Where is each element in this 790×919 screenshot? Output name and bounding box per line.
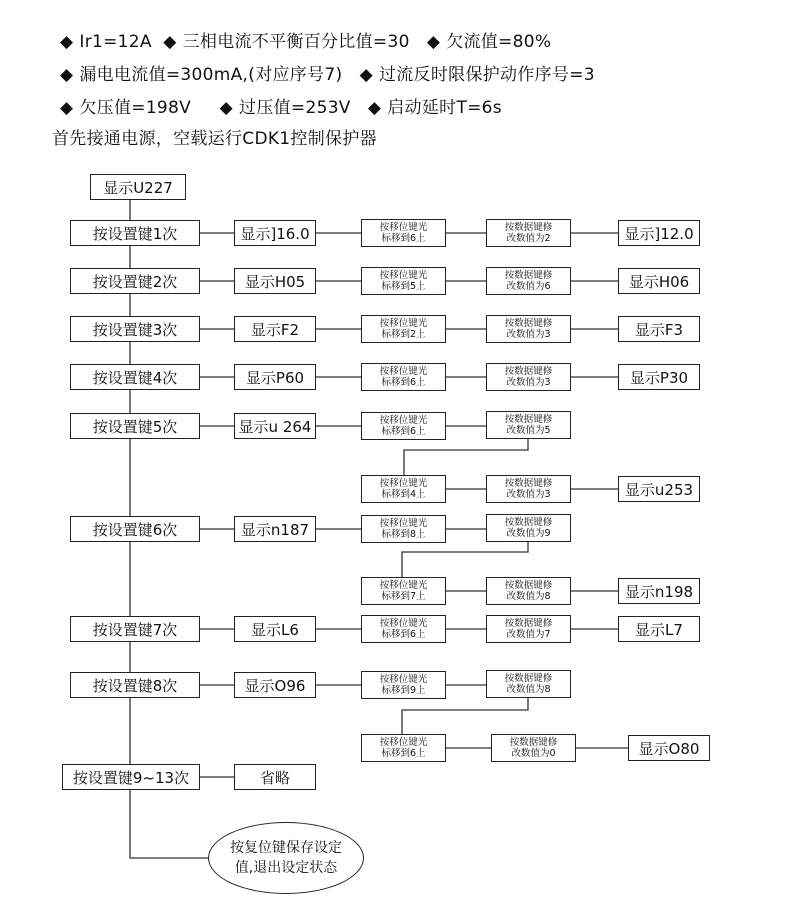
result-3-box: 显示F3 <box>618 316 700 342</box>
start-display-box: 显示U227 <box>90 174 186 200</box>
key-press-2-box: 按设置键2次 <box>70 268 200 294</box>
bullet-diamond-icon: ◆ <box>426 32 441 52</box>
bullet-diamond-icon: ◆ <box>367 98 382 118</box>
param-leakage: 漏电电流值=300mA,(对应序号7) <box>79 65 343 85</box>
shift-step-5a: 按移位键光 标移到6上 <box>361 412 446 440</box>
param-undervoltage: 欠压值=198V <box>79 98 192 118</box>
shift-step-2a: 按移位键光 标移到5上 <box>361 267 446 295</box>
result-6-box: 显示n198 <box>618 578 700 604</box>
intro-text: 首先接通电源，空载运行CDK1控制保护器 <box>52 129 377 149</box>
save-exit-ellipse: 按复位键保存设定 值,退出设定状态 <box>208 822 364 894</box>
result-7-box: 显示L7 <box>618 616 700 642</box>
data-step-5b: 按数据键修 改数值为3 <box>486 475 571 503</box>
display-3-box: 显示F2 <box>234 316 316 342</box>
display-4-box: 显示P60 <box>234 364 316 390</box>
data-step-6a: 按数据键修 改数值为9 <box>486 514 571 542</box>
data-step-8a: 按数据键修 改数值为8 <box>486 670 571 698</box>
key-press-7-box: 按设置键7次 <box>70 616 200 642</box>
bullet-diamond-icon: ◆ <box>219 98 234 118</box>
display-5-box: 显示u 264 <box>234 413 316 439</box>
shift-step-8a: 按移位键光 标移到9上 <box>361 671 446 699</box>
key-press-9-13-box: 按设置键9~13次 <box>62 764 200 790</box>
omit-box: 省略 <box>234 764 316 790</box>
param-ir1: Ir1=12A <box>79 32 152 52</box>
data-step-5a: 按数据键修 改数值为5 <box>486 411 571 439</box>
display-6-box: 显示n187 <box>234 516 316 542</box>
result-8-box: 显示O80 <box>628 735 710 761</box>
shift-step-8b: 按移位键光 标移到6上 <box>361 734 446 762</box>
shift-step-5b: 按移位键光 标移到4上 <box>361 475 446 503</box>
display-2-box: 显示H05 <box>234 268 316 294</box>
data-step-8b: 按数据键修 改数值为0 <box>491 734 576 762</box>
data-step-4a: 按数据键修 改数值为3 <box>486 363 571 391</box>
key-press-5-box: 按设置键5次 <box>70 413 200 439</box>
display-1-box: 显示]16.0 <box>234 220 316 246</box>
result-5-box: 显示u253 <box>618 476 700 502</box>
data-step-6b: 按数据键修 改数值为8 <box>486 577 571 605</box>
param-undercurrent: 欠流值=80% <box>446 32 552 52</box>
shift-step-3a: 按移位键光 标移到2上 <box>361 315 446 343</box>
shift-step-6a: 按移位键光 标移到8上 <box>361 515 446 543</box>
bullet-diamond-icon: ◆ <box>60 65 74 85</box>
key-press-6-box: 按设置键6次 <box>70 516 200 542</box>
param-overvoltage: 过压值=253V <box>239 98 351 118</box>
param-start-delay: 启动延时T=6s <box>387 98 502 118</box>
result-2-box: 显示H06 <box>618 268 700 294</box>
display-7-box: 显示L6 <box>234 616 316 642</box>
data-step-1a: 按数据键修 改数值为2 <box>486 219 571 247</box>
data-step-2a: 按数据键修 改数值为6 <box>486 267 571 295</box>
key-press-1-box: 按设置键1次 <box>70 220 200 246</box>
bullet-diamond-icon: ◆ <box>60 98 74 118</box>
result-4-box: 显示P30 <box>618 364 700 390</box>
bullet-diamond-icon: ◆ <box>60 32 74 52</box>
key-press-3-box: 按设置键3次 <box>70 316 200 342</box>
result-1-box: 显示]12.0 <box>618 220 700 246</box>
data-step-3a: 按数据键修 改数值为3 <box>486 315 571 343</box>
bullet-diamond-icon: ◆ <box>359 65 373 85</box>
display-8-box: 显示O96 <box>234 672 316 698</box>
param-overcurrent-inverse: 过流反时限保护动作序号=3 <box>378 65 595 85</box>
shift-step-1a: 按移位键光 标移到6上 <box>361 219 446 247</box>
key-press-8-box: 按设置键8次 <box>70 672 200 698</box>
shift-step-4a: 按移位键光 标移到6上 <box>361 363 446 391</box>
key-press-4-box: 按设置键4次 <box>70 364 200 390</box>
bullet-diamond-icon: ◆ <box>163 32 177 52</box>
shift-step-6b: 按移位键光 标移到7上 <box>361 577 446 605</box>
data-step-7a: 按数据键修 改数值为7 <box>486 615 571 643</box>
shift-step-7a: 按移位键光 标移到6上 <box>361 615 446 643</box>
param-unbalance: 三相电流不平衡百分比值=30 <box>182 32 410 52</box>
